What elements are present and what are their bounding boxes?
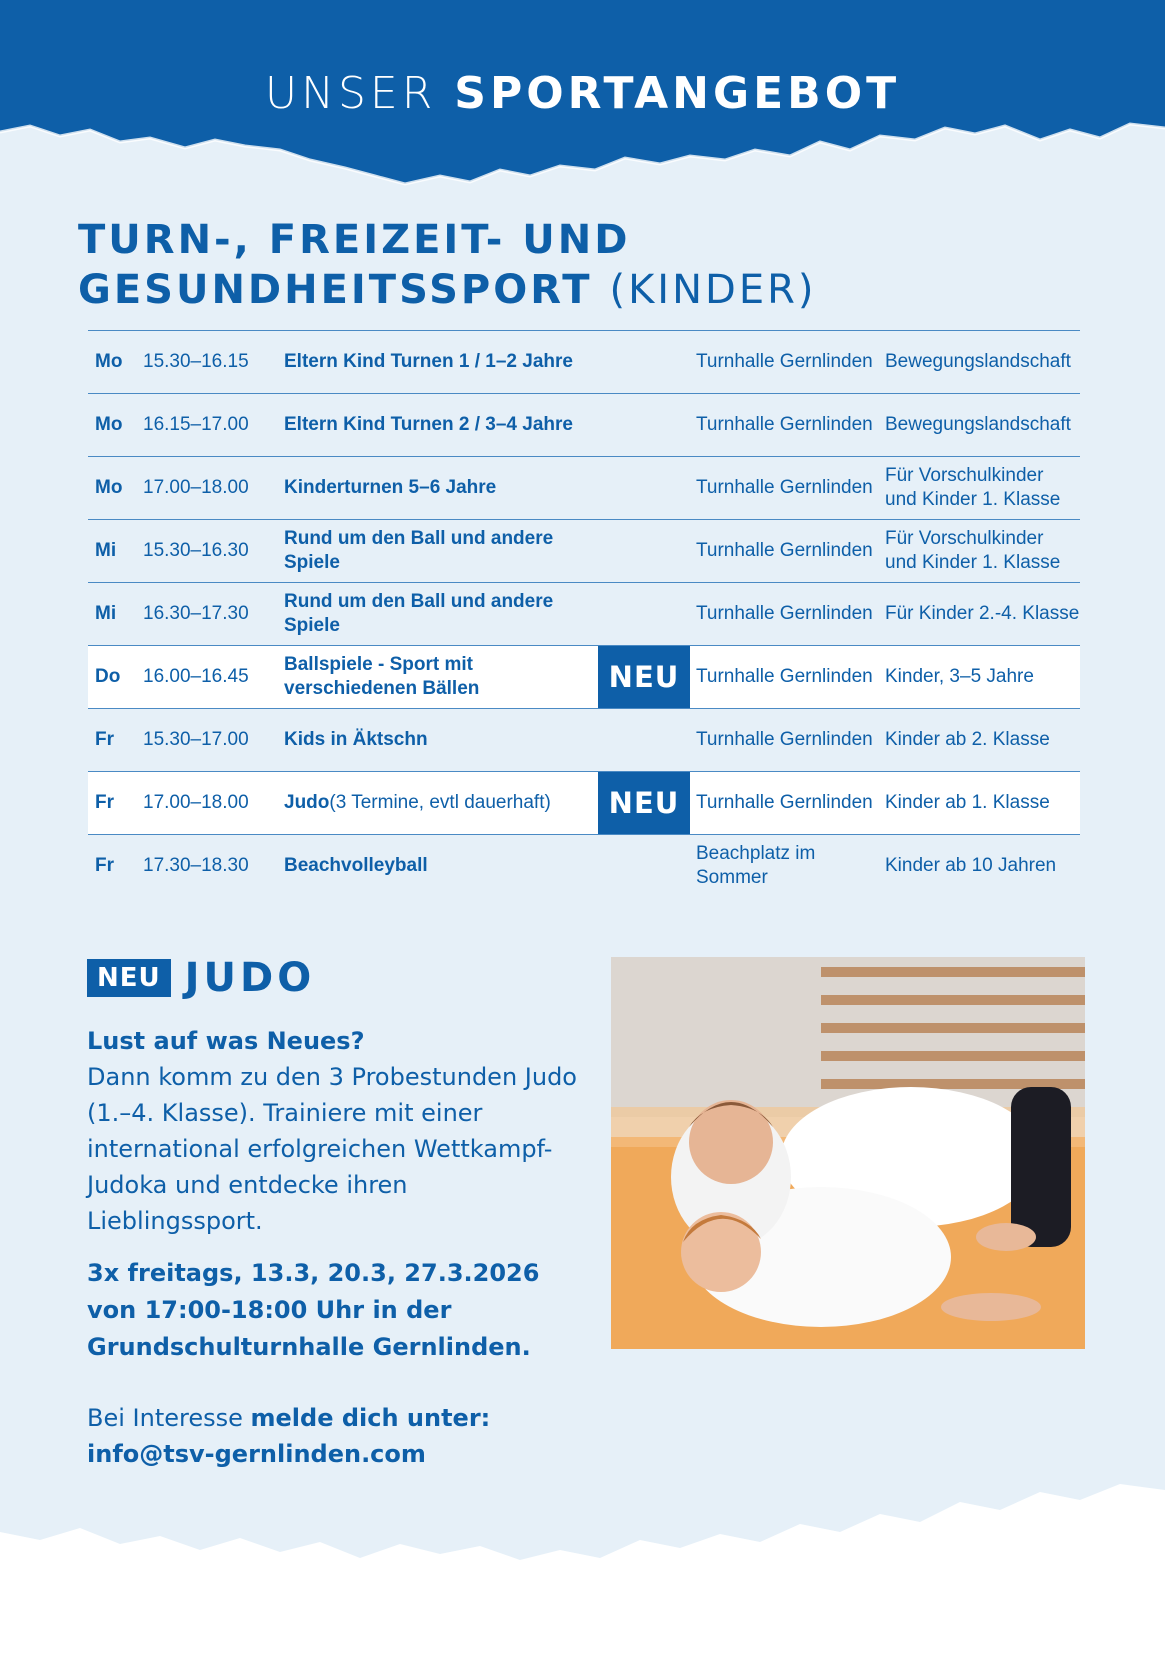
day-cell: Mi xyxy=(95,540,117,561)
course-title: Eltern Kind Turnen 1 / 1–2 Jahre xyxy=(284,351,573,372)
place-cell: Turnhalle Gernlinden xyxy=(696,792,873,813)
group-cell: Bewegungslandschaft xyxy=(885,414,1071,435)
course-title: Rund um den Ball und andere Spiele xyxy=(284,591,554,636)
day-cell: Fr xyxy=(95,855,114,876)
section-title-thin: (KINDER) xyxy=(609,267,817,313)
time-cell: 15.30–16.30 xyxy=(143,540,249,561)
judo-lead: Lust auf was Neues? xyxy=(87,1027,365,1055)
group-cell: Kinder, 3–5 Jahre xyxy=(885,666,1034,687)
contact-bold: melde dich unter: xyxy=(250,1404,491,1432)
judo-dates xyxy=(87,1255,587,1366)
bottom-torn-edge xyxy=(0,1440,1165,1654)
time-cell: 17.00–18.00 xyxy=(143,477,249,498)
place-cell: Turnhalle Gernlinden xyxy=(696,414,873,435)
place-cell: Beachplatz im Sommer xyxy=(696,843,816,888)
group-cell: Für Kinder 2.-4. Klasse xyxy=(885,603,1080,624)
section-title-bold: GESUNDHEITSSPORT xyxy=(78,267,593,313)
day-cell: Mo xyxy=(95,414,123,435)
group-cell: Kinder ab 10 Jahren xyxy=(885,855,1057,876)
course-title: Kids in Äktschn xyxy=(284,729,428,750)
judo-dates-line3: Grundschulturnhalle Gernlinden. xyxy=(87,1333,531,1361)
place-cell: Turnhalle Gernlinden xyxy=(696,477,873,498)
place-cell: Turnhalle Gernlinden xyxy=(696,666,873,687)
course-title: Beachvolleyball xyxy=(284,855,428,876)
place-cell: Turnhalle Gernlinden xyxy=(696,540,873,561)
course-title: Ballspiele - Sport mit verschiedenen Bällen xyxy=(284,654,480,699)
section-title xyxy=(78,215,978,315)
place-cell: Turnhalle Gernlinden xyxy=(696,603,873,624)
schedule-row xyxy=(88,520,1080,583)
place-cell: Turnhalle Gernlinden xyxy=(696,351,873,372)
section-title-line2 xyxy=(78,265,978,315)
time-cell: 16.00–16.45 xyxy=(143,666,249,687)
course-title xyxy=(284,772,594,834)
group-cell: Für Vorschulkinder und Kinder 1. Klasse xyxy=(885,528,1061,573)
day-cell: Mo xyxy=(95,477,123,498)
judo-title: JUDO xyxy=(184,955,316,1001)
time-cell: 17.00–18.00 xyxy=(143,792,249,813)
judo-new-badge: NEU xyxy=(87,959,171,997)
schedule-row xyxy=(88,394,1080,457)
time-cell: 15.30–16.15 xyxy=(143,351,249,372)
judo-dates-line2: von 17:00-18:00 Uhr in der xyxy=(87,1296,452,1324)
course-note: (3 Termine, evtl dauerhaft) xyxy=(329,792,551,813)
group-cell: Für Vorschulkinder und Kinder 1. Klasse xyxy=(885,465,1061,510)
group-cell: Kinder ab 1. Klasse xyxy=(885,792,1050,813)
day-cell: Mi xyxy=(95,603,117,624)
contact-light: Bei Interesse xyxy=(87,1404,243,1432)
course-title-text: Judo xyxy=(284,792,330,813)
time-cell: 16.15–17.00 xyxy=(143,414,249,435)
judo-photo xyxy=(611,957,1085,1349)
day-cell: Mo xyxy=(95,351,123,372)
group-cell: Bewegungslandschaft xyxy=(885,351,1071,372)
course-title: Eltern Kind Turnen 2 / 3–4 Jahre xyxy=(284,414,573,435)
time-cell: 15.30–17.00 xyxy=(143,729,249,750)
judo-heading xyxy=(87,955,315,1001)
place-cell: Turnhalle Gernlinden xyxy=(696,729,873,750)
page-title-bold: SPORTANGEBOT xyxy=(454,68,901,119)
schedule-table xyxy=(88,330,1080,898)
schedule-row xyxy=(88,457,1080,520)
schedule-row-new xyxy=(88,772,1080,835)
section-title-line1: TURN-, FREIZEIT- UND xyxy=(78,217,631,263)
schedule-row xyxy=(88,835,1080,898)
schedule-row xyxy=(88,709,1080,772)
course-title: Rund um den Ball und andere Spiele xyxy=(284,528,554,573)
schedule-row xyxy=(88,583,1080,646)
contact-line xyxy=(87,1400,607,1436)
group-cell: Kinder ab 2. Klasse xyxy=(885,729,1050,750)
contact-email-link[interactable]: info@tsv-gernlinden.com xyxy=(87,1440,426,1468)
page-title xyxy=(0,68,1165,119)
new-badge: NEU xyxy=(598,646,690,708)
judo-dates-line1: 3x freitags, 13.3, 20.3, 27.3.2026 xyxy=(87,1259,540,1287)
page-title-light: UNSER xyxy=(264,68,437,119)
judo-description xyxy=(87,1023,587,1239)
day-cell: Fr xyxy=(95,729,114,750)
day-cell: Fr xyxy=(95,792,114,813)
day-cell: Do xyxy=(95,666,121,687)
judo-body: Dann komm zu den 3 Probestunden Judo (1.–4. Klasse). Trainiere mit einer international erfolgreichen Wettkampf-Judoka und entdecke ihren Lieblingssport. xyxy=(87,1063,577,1235)
course-title: Kinderturnen 5–6 Jahre xyxy=(284,477,497,498)
schedule-row-new xyxy=(88,646,1080,709)
time-cell: 17.30–18.30 xyxy=(143,855,249,876)
new-badge: NEU xyxy=(598,772,690,834)
time-cell: 16.30–17.30 xyxy=(143,603,249,624)
schedule-row xyxy=(88,331,1080,394)
